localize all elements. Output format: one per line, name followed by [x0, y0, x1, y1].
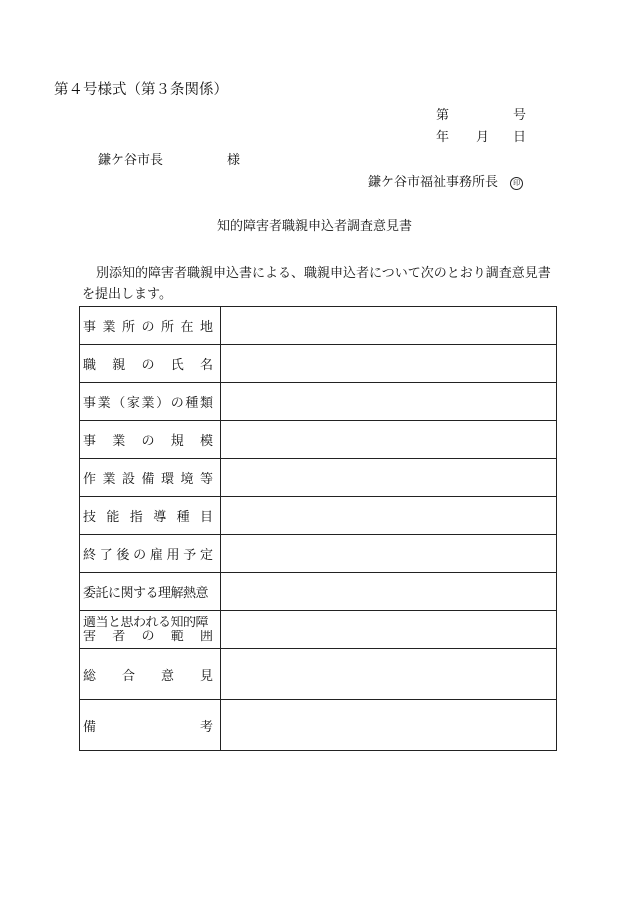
addressee-honorific: 様	[227, 153, 241, 168]
value-field-business-scale[interactable]	[221, 421, 557, 459]
row-label-business-scale: 事業の規模	[83, 434, 213, 449]
document-title: 知的障害者職親申込者調査意見書	[217, 219, 413, 234]
table-row	[80, 611, 557, 649]
table-row	[80, 307, 557, 345]
table-row	[80, 497, 557, 535]
value-field-employment-plan[interactable]	[221, 535, 557, 573]
row-label-skill-items: 技能指導種目	[83, 510, 213, 525]
row-label-remarks: 備考	[83, 719, 213, 735]
table-row	[80, 459, 557, 497]
value-field-business-address[interactable]	[221, 307, 557, 345]
row-label-target-range-line1: 適当と思われる知的障	[83, 615, 209, 630]
row-label-shokuoya-name: 職親の氏名	[83, 358, 213, 373]
value-field-business-type[interactable]	[221, 383, 557, 421]
value-field-work-environment[interactable]	[221, 459, 557, 497]
row-label-overall-opinion: 総合意見	[83, 668, 213, 684]
issuer-name: 鎌ケ谷市福祉事務所長	[368, 175, 499, 190]
row-label-business-type: 事業（家業）の種類	[83, 396, 213, 411]
row-label-target-range-line2: 害者の範囲	[83, 629, 213, 644]
seal-mark: 印	[510, 177, 523, 190]
table-row	[80, 535, 557, 573]
table-row	[80, 573, 557, 611]
value-field-overall-opinion[interactable]	[221, 649, 557, 700]
table-row	[80, 649, 557, 700]
table-row	[80, 421, 557, 459]
form-table	[79, 306, 557, 751]
month-label: 月	[476, 130, 490, 145]
year-label: 年	[436, 130, 450, 145]
addressee-name: 鎌ケ谷市長	[98, 153, 164, 168]
day-label: 日	[513, 130, 527, 145]
row-label-understanding: 委託に関する理解熱意	[83, 586, 209, 601]
value-field-target-range[interactable]	[221, 611, 557, 649]
intro-line-1: 別添知的障害者職親申込書による、職親申込者について次のとおり調査意見書	[96, 266, 551, 281]
intro-line-2: を提出します。	[82, 287, 172, 302]
table-row	[80, 700, 557, 751]
table-row	[80, 383, 557, 421]
row-label-work-environment: 作業設備環境等	[83, 472, 213, 487]
table-row	[80, 345, 557, 383]
value-field-skill-items[interactable]	[221, 497, 557, 535]
value-field-understanding[interactable]	[221, 573, 557, 611]
value-field-shokuoya-name[interactable]	[221, 345, 557, 383]
issuer-line	[368, 171, 523, 190]
form-number: 第４号様式（第３条関係）	[54, 82, 228, 98]
row-label-employment-plan: 終了後の雇用予定	[83, 548, 213, 563]
number-suffix: 号	[513, 108, 527, 123]
value-field-remarks[interactable]	[221, 700, 557, 751]
row-label-business-address: 事業所の所在地	[83, 320, 213, 335]
number-prefix: 第	[436, 108, 450, 123]
